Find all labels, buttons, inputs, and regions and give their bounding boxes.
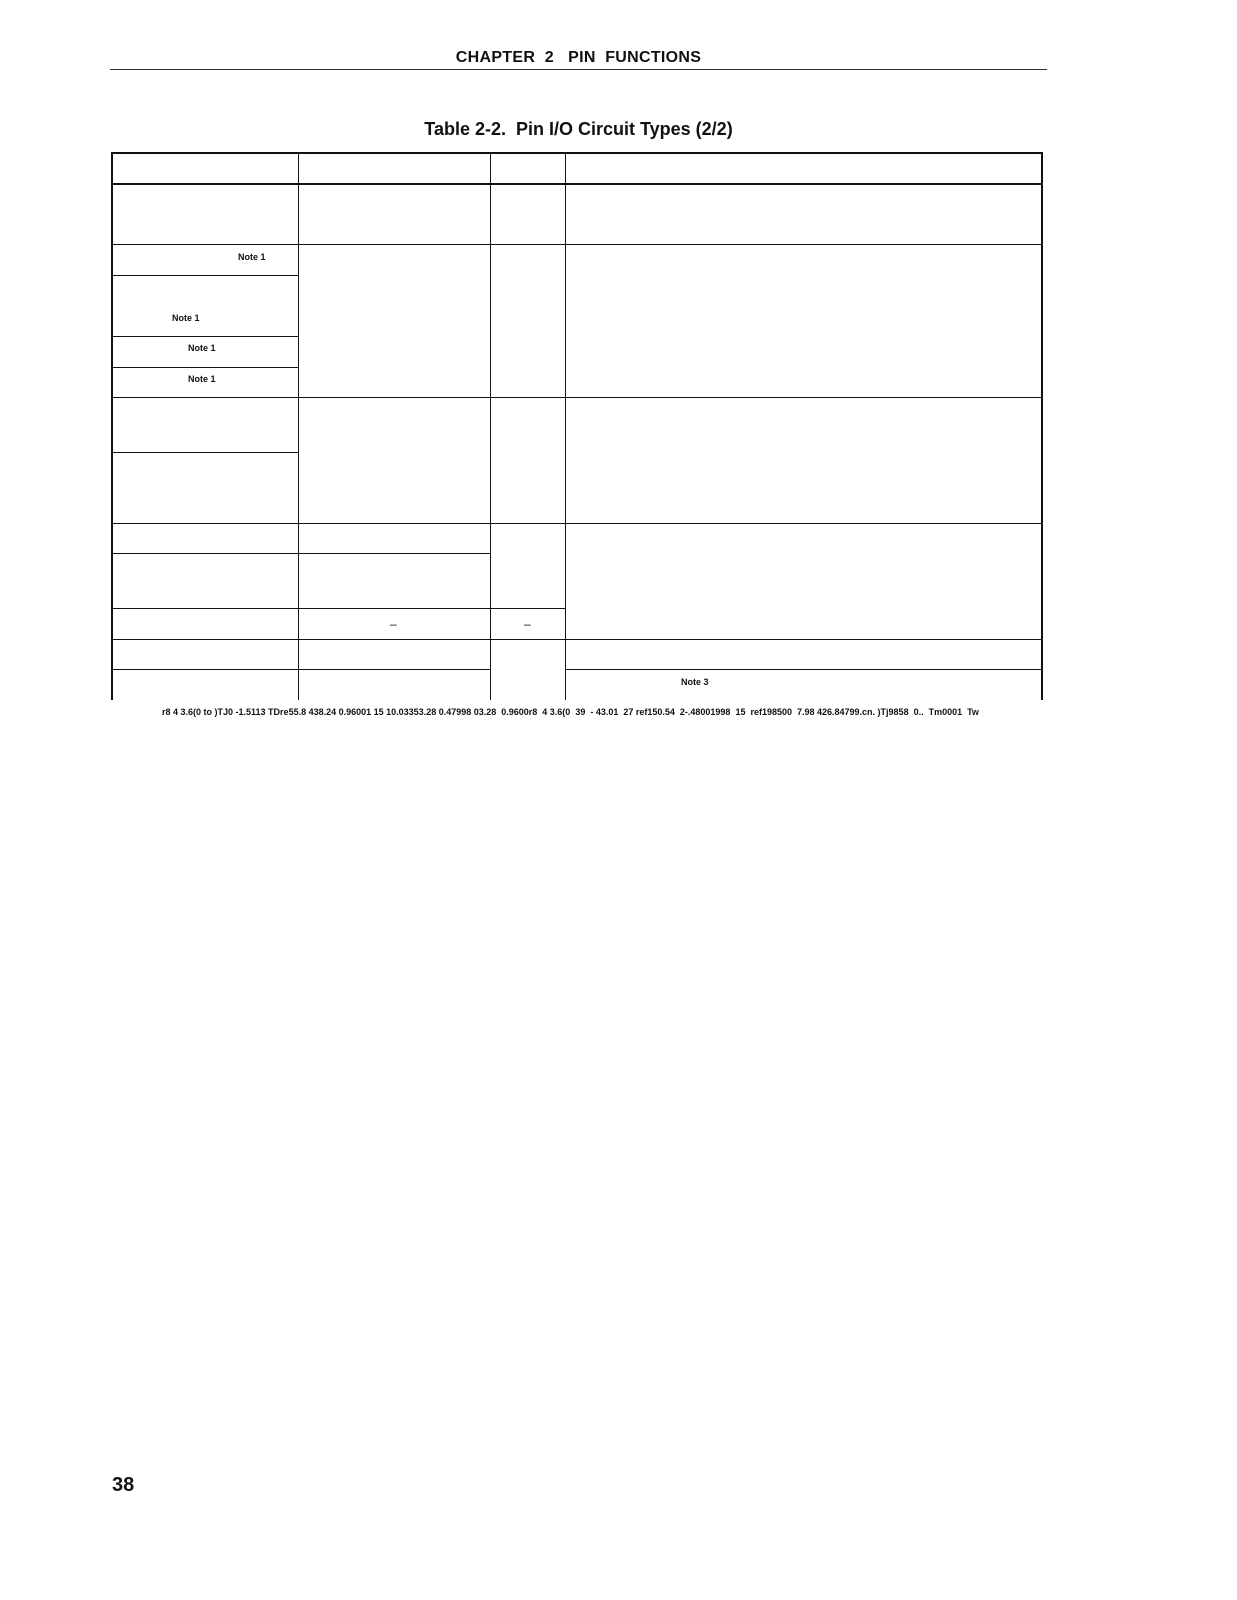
note-label: Note 1 bbox=[188, 343, 216, 353]
row-rule-col1-3 bbox=[111, 608, 566, 609]
table-header-rule bbox=[111, 183, 1043, 185]
empty-value-dash: – bbox=[390, 617, 397, 631]
note-label: Note 1 bbox=[238, 252, 266, 262]
row-rule bbox=[111, 397, 1043, 398]
note-label: Note 3 bbox=[681, 677, 709, 687]
row-rule bbox=[111, 639, 1043, 640]
row-rule-col1 bbox=[111, 452, 299, 453]
note-label: Note 1 bbox=[188, 374, 216, 384]
empty-value-dash: – bbox=[524, 617, 531, 631]
page-number: 38 bbox=[112, 1474, 135, 1496]
row-rule-col1 bbox=[111, 336, 299, 337]
table-top-border bbox=[111, 152, 1043, 154]
row-rule bbox=[111, 244, 1043, 245]
row-rule-col4 bbox=[565, 669, 1043, 670]
row-rule-col1 bbox=[111, 367, 299, 368]
column-divider bbox=[490, 152, 491, 700]
column-divider bbox=[298, 152, 299, 700]
row-rule bbox=[111, 523, 1043, 524]
table-left-border bbox=[111, 152, 113, 700]
header-rule bbox=[110, 69, 1047, 70]
table-right-border bbox=[1041, 152, 1043, 700]
chapter-title: CHAPTER 2 PIN FUNCTIONS bbox=[455, 49, 702, 66]
row-rule-col1-2 bbox=[111, 669, 491, 670]
row-rule-col1 bbox=[111, 275, 299, 276]
column-divider bbox=[565, 152, 566, 700]
row-rule-col1-2 bbox=[111, 553, 491, 554]
note-label: Note 1 bbox=[172, 313, 200, 323]
garbled-text-line: r8 4 3.6(0 to )TJ0 -1.5113 TDre55.8 438.24 0.96001 15 10.03353.28 0.47998 03.28 0.9600r8 4 3.6(0 39 - 43.01 27 ref150.54 2-.48001998 15 ref198500 7.98 426.84799.cn. )Tj9858 0.. Tm0001 Tw bbox=[162, 707, 979, 717]
table-caption: Table 2-2. Pin I/O Circuit Types (2/2) bbox=[424, 119, 733, 139]
